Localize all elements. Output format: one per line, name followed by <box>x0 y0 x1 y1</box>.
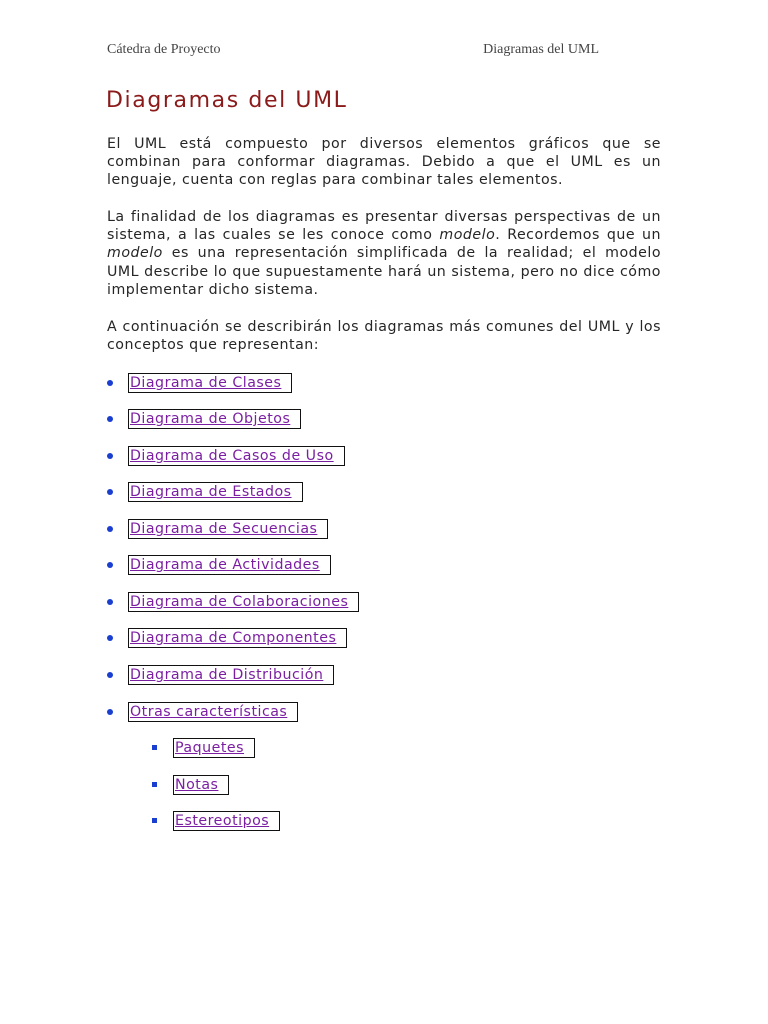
emphasis-modelo-2: modelo <box>107 245 163 262</box>
bullet-icon <box>107 453 113 459</box>
bullet-icon <box>107 489 113 495</box>
link-otras-caracteristicas[interactable]: Otras características <box>128 702 298 722</box>
link-notas[interactable]: Notas <box>173 775 229 795</box>
link-diagrama-componentes[interactable]: Diagrama de Componentes <box>128 628 347 648</box>
link-paquetes[interactable]: Paquetes <box>173 738 255 758</box>
page-title: Diagramas del UML <box>106 88 348 113</box>
purpose-paragraph <box>107 208 661 299</box>
bullet-icon <box>107 599 113 605</box>
square-bullet-icon <box>152 818 157 823</box>
link-diagrama-actividades[interactable]: Diagrama de Actividades <box>128 555 331 575</box>
page-header <box>107 42 599 62</box>
purpose-text-part-3: es una representación simplificada de la realidad; el modelo UML describe lo que supuestamente hará un sistema, pero no dice cómo implementar dicho sistema. <box>107 245 661 298</box>
intro-paragraph: El UML está compuesto por diversos elementos gráficos que se combinan para conformar diagramas. Debido a que el UML es un lenguaje, cuenta con reglas para combinar tales elementos. <box>107 136 661 189</box>
bullet-icon <box>107 562 113 568</box>
link-diagrama-colaboraciones[interactable]: Diagrama de Colaboraciones <box>128 592 359 612</box>
link-diagrama-objetos[interactable]: Diagrama de Objetos <box>128 409 301 429</box>
link-diagrama-clases[interactable]: Diagrama de Clases <box>128 373 292 393</box>
link-diagrama-distribucion[interactable]: Diagrama de Distribución <box>128 665 334 685</box>
purpose-text-part-1: La finalidad de los diagramas es presentar diversas perspectivas de un sistema, a las cuales se les conoce como <box>107 209 661 244</box>
bullet-icon <box>107 416 113 422</box>
purpose-text-part-2: . Recordemos que un <box>495 227 662 244</box>
link-estereotipos[interactable]: Estereotipos <box>173 811 280 831</box>
link-diagrama-estados[interactable]: Diagrama de Estados <box>128 482 303 502</box>
square-bullet-icon <box>152 782 157 787</box>
bullet-icon <box>107 635 113 641</box>
bullet-icon <box>107 672 113 678</box>
bullet-icon <box>107 709 113 715</box>
bullet-icon <box>107 380 113 386</box>
link-diagrama-casos-uso[interactable]: Diagrama de Casos de Uso <box>128 446 345 466</box>
emphasis-modelo-1: modelo <box>439 227 496 244</box>
square-bullet-icon <box>152 745 157 750</box>
link-diagrama-secuencias[interactable]: Diagrama de Secuencias <box>128 519 328 539</box>
list-intro-paragraph: A continuación se describirán los diagramas más comunes del UML y los conceptos que representan: <box>107 319 661 354</box>
header-section-name: Diagramas del UML <box>483 42 599 57</box>
header-course-name: Cátedra de Proyecto <box>107 42 221 57</box>
bullet-icon <box>107 526 113 532</box>
